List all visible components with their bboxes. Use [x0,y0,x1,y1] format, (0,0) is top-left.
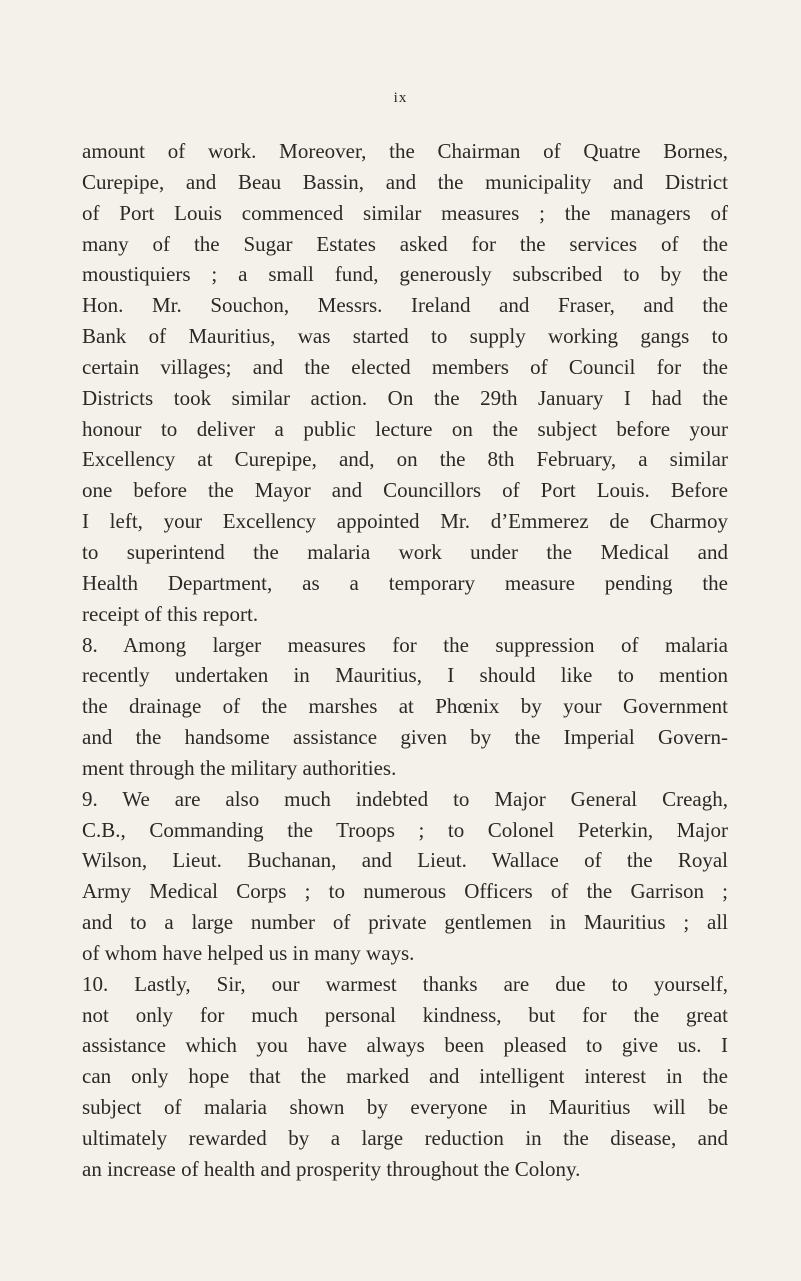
text-line: amount of work. Moreover, the Chairman of Quatre Bornes, [82,139,728,163]
text-line: Districts took similar action. On the 29th January I had the [82,385,728,410]
text-line: and the handsome assistance given by the Imperial Govern- [82,725,728,750]
text-line: I left, your Excellency appointed Mr. d’Emmerez de Charmoy [82,509,728,534]
page-number: ix [393,90,408,106]
text-line: recently undertaken in Mauritius, I should like to mention [82,663,728,688]
text-line: of Port Louis commenced similar measures ; the managers of [82,200,728,225]
text-line: Bank of Mauritius, was started to supply working gangs to [82,324,728,349]
text-line: one before the Mayor and Councillors of Port Louis. Before [82,478,728,503]
text-line: the drainage of the marshes at Phœnix by your Government [82,694,728,719]
text-line: ultimately rewarded by a large reduction in the disease, and [82,1126,728,1150]
text-line: many of the Sugar Estates asked for the services of the [82,231,728,256]
paragraph-end-line: ment through the military authorities. [82,755,397,780]
text-line: can only hope that the marked and intelligent interest in the [82,1064,728,1089]
text-line: subject of malaria shown by everyone in Mauritius will be [82,1095,728,1120]
text-line: and to a large number of private gentlemen in Mauritius ; all [82,910,728,935]
paragraph-end-line: an increase of health and prosperity throughout the Colony. [82,1156,581,1181]
text-line: Curepipe, and Beau Bassin, and the municipality and District [82,169,728,194]
text-line: Army Medical Corps ; to numerous Officers of the Garrison ; [82,879,728,904]
text-line: Wilson, Lieut. Buchanan, and Lieut. Wallace of the Royal [82,848,728,873]
text-line: C.B., Commanding the Troops ; to Colonel Peterkin, Major [82,817,728,842]
text-line: assistance which you have always been pleased to give us. I [82,1033,728,1058]
paragraph-end-line: receipt of this report. [82,601,259,626]
text-line: Health Department, as a temporary measure pending the [82,570,728,595]
paragraph-10-start: 10. Lastly, Sir, our warmest thanks are due to yourself, [82,971,728,996]
paragraph-9-start: 9. We are also much indebted to Major General Creagh, [82,786,728,811]
text-line: not only for much personal kindness, but for the great [82,1002,728,1027]
text-line: to superintend the malaria work under the Medical and [82,539,728,564]
text-line: honour to deliver a public lecture on the subject before your [82,416,728,441]
text-line: certain villages; and the elected members of Council for the [82,354,728,379]
paragraph-end-line: of whom have helped us in many ways. [82,940,415,965]
text-line: moustiquiers ; a small fund, generously subscribed to by the [82,262,728,287]
text-line: Hon. Mr. Souchon, Messrs. Ireland and Fraser, and the [82,293,728,318]
body-text [82,136,728,1185]
paragraph-8-start: 8. Among larger measures for the suppression of malaria [82,632,728,657]
text-line: Excellency at Curepipe, and, on the 8th February, a similar [82,447,728,472]
